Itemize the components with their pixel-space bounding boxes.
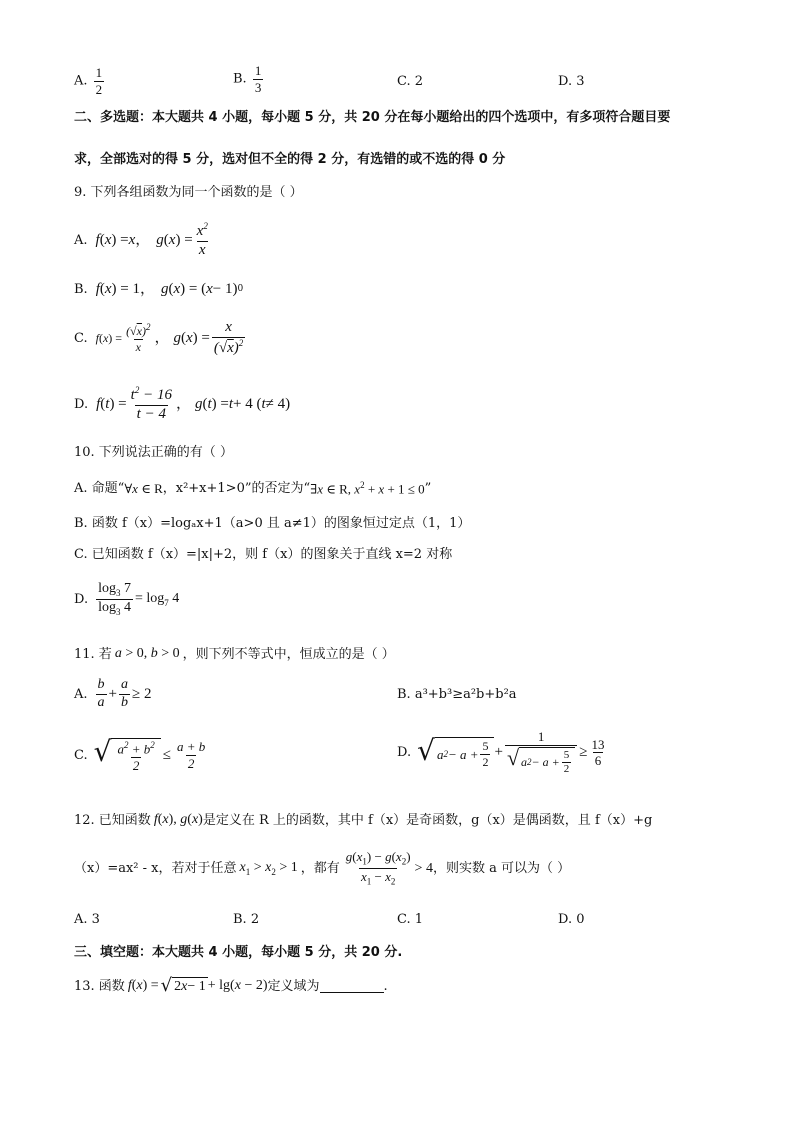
- q8-option-c: C. 2: [397, 74, 424, 89]
- q9-option-d: D. f ( t ) = $\frac{t^2 - 16}{t - 4}$ ， g ( t ) = t + 4 ( t ≠ 4): [74, 385, 291, 422]
- q9-stem: 9. 下列各组函数为同一个函数的是（ ）: [74, 185, 303, 200]
- q10-option-c: C. 已知函数 f（x）=|x|+2，则 f（x）的图象关于直线 x=2 对称: [74, 547, 453, 562]
- section3-title: 三、填空题：本大题共 4 小题，每小题 5 分，共 20 分.: [74, 945, 403, 960]
- q10-option-d: D. $\frac{\log_3 7}{\log_3 4}$ = $\log_7 4$: [74, 581, 180, 618]
- q11-option-c: C. √ $\frac{a^2 + b^2}{2}$ ≤ $\frac{a + b}{2}$: [74, 735, 206, 773]
- q8-option-b: B. $\frac{1}{3}$: [233, 63, 262, 95]
- q10-option-b: B. 函数 f（x）=logₐx+1（a>0 且 a≠1）的图象恒过定点（1，1）: [74, 516, 471, 531]
- q8-option-d: D. 3: [558, 74, 585, 89]
- section2-line1: 二、多选题：本大题共 4 小题，每小题 5 分，共 20 分在每小题给出的四个选项中，有多项符合题目要: [74, 110, 671, 125]
- q10-stem: 10. 下列说法正确的有（ ）: [74, 445, 233, 460]
- q12-option-d: D. 0: [558, 912, 585, 927]
- q12-line1: 12. 已知函数 f(x), g(x) 是定义在 R 上的函数，其中 f（x）是奇函数，g（x）是偶函数，且 f（x）+g: [74, 812, 653, 828]
- q12-option-a: A. 3: [74, 912, 100, 927]
- q11-stem: 11. 若 a > 0, b > 0 ，则下列不等式中，恒成立的是（ ）: [74, 646, 395, 662]
- answer-blank[interactable]: [320, 979, 384, 993]
- section2-line2: 求，全部选对的得 5 分，选对但不全的得 2 分，有选错的或不选的得 0 分: [74, 152, 506, 167]
- q11-option-d: D. √ a 2 − a + $\frac{5}{2}$ + 1 √ a 2 − a + $\frac{5}{2}$ ≥ $\frac{13}{6}$: [397, 729, 605, 776]
- q12-option-b: B. 2: [233, 912, 260, 927]
- q9-option-a: A. f ( x ) = x ， g ( x ) = $\frac{x^2}{x}$: [74, 221, 208, 258]
- q9-option-c: C. f ( x ) = $\frac{(√x)^2}{x}$ ， g ( x ) = $\frac{x}{(√x)^2}$: [74, 319, 244, 356]
- q13: 13. 函数 f(x) = √ 2 x − 1 + lg(x − 2) 定义域为 .: [74, 975, 388, 996]
- q10-option-a: A. 命题“ ∀x ∈ R ，x²+x+1>0”的否定为“ ∃x ∈ R, $x^2 + x + 1 \le 0$ ”: [74, 480, 432, 497]
- q9-option-b: B. f ( x ) = 1， g ( x ) = ( x − 1) 0: [74, 281, 244, 297]
- q12-line2: （x）=ax² - x，若对于任意 $x_1 > x_2 > 1$ ，都有 $\frac{g(x_1) - g(x_2)}{x_1 - x_2}$ > 4 ，则实数 a 可以为（ ）: [74, 849, 571, 887]
- q12-option-c: C. 1: [397, 912, 424, 927]
- q11-option-b: B. a³+b³≥a²b+b²a: [397, 687, 517, 702]
- q8-option-a: A. $\frac{1}{2}$: [74, 65, 103, 97]
- q11-option-a: A. $\frac{b}{a}$ + $\frac{a}{b}$ ≥ 2: [74, 677, 152, 710]
